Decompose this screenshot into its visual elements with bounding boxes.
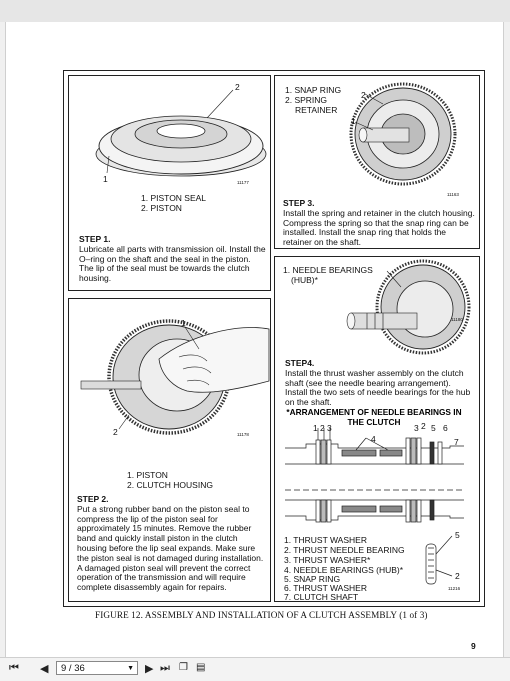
label-piston-seal: 1. PISTON SEAL bbox=[141, 193, 207, 203]
arrangement-callout-1: 1 bbox=[313, 423, 318, 433]
last-page-icon[interactable]: ⏭ bbox=[160, 662, 170, 674]
arrangement-callout-3: 3 bbox=[327, 423, 332, 433]
next-page-icon[interactable]: ▶ bbox=[145, 663, 154, 675]
viewer-toolbar bbox=[0, 657, 510, 681]
arrangement-callout-2: 2 bbox=[320, 423, 325, 433]
step-2 bbox=[77, 495, 267, 593]
step-1-title: STEP 1. bbox=[79, 234, 111, 244]
single-page-view-icon[interactable]: ▤ bbox=[196, 662, 206, 673]
arrangement-title: *ARRANGEMENT OF NEEDLE BEARINGS IN THE CLUTCH bbox=[286, 407, 462, 427]
page-number-field-value: 9 / 36 bbox=[61, 663, 85, 674]
callout-1: 1 bbox=[103, 174, 108, 184]
page-number: 9 bbox=[471, 641, 476, 651]
step-3 bbox=[283, 199, 477, 248]
callout-1: 1 bbox=[351, 116, 356, 126]
step-4-title: STEP4. bbox=[285, 358, 315, 368]
figure-ref-small: 11216 bbox=[448, 586, 461, 591]
label-snap-ring: 1. SNAP RING bbox=[285, 85, 342, 95]
page-number-field[interactable] bbox=[56, 661, 138, 675]
arrangement-callout-7: 7 bbox=[454, 437, 459, 447]
arrangement-callout-6: 6 bbox=[443, 423, 448, 433]
chevron-down-icon[interactable]: ▼ bbox=[127, 665, 134, 672]
figure-ref: 11178 bbox=[237, 432, 249, 437]
label-spring: 2. SPRING bbox=[285, 95, 328, 105]
label-piston: 2. PISTON bbox=[141, 203, 182, 213]
label-piston: 1. PISTON bbox=[127, 470, 168, 480]
parts-list-item-1: 1. THRUST WASHER bbox=[284, 535, 367, 545]
figure-caption: FIGURE 12. ASSEMBLY AND INSTALLATION OF A CLUTCH ASSEMBLY (1 of 3) bbox=[95, 610, 428, 620]
first-page-icon[interactable]: ⏮ bbox=[9, 662, 19, 674]
callout-1: 1 bbox=[181, 318, 186, 328]
step-2-text: Put a strong rubber band on the piston seal to compress the lip of the piston seal for approximately 15 minutes. Remove the rubber band and quickly install piston in the clutch housing before the lip seal expands. Make sure the piston seal is not damaged during installation. A damaged piston seal will prevent the correct operation of the transmission and will require complete disassembly again for repairs. bbox=[77, 503, 264, 593]
panel-step-2 bbox=[68, 298, 271, 602]
snap-ring-callout-5: 5 bbox=[455, 530, 460, 540]
callout-2: 2 bbox=[235, 82, 240, 92]
figure-ref: 11180 bbox=[451, 317, 463, 322]
two-page-view-icon[interactable]: ❐ bbox=[179, 662, 188, 673]
label-hub: (HUB)* bbox=[291, 275, 318, 285]
arrangement-callout-2b: 2 bbox=[421, 421, 426, 431]
parts-list-item-3: 3. THRUST WASHER* bbox=[284, 555, 371, 565]
arrangement-callout-5: 5 bbox=[431, 423, 436, 433]
previous-page-icon[interactable]: ◀ bbox=[40, 663, 49, 675]
step-1-text: Lubricate all parts with transmission oil. Install the O–ring on the shaft and the seal in the piston. The lip of the seal must be towards the clutch housing. bbox=[79, 243, 266, 284]
label-clutch-housing: 2. CLUTCH HOUSING bbox=[127, 480, 213, 490]
panel-step-1 bbox=[68, 75, 271, 291]
figure-ref: 11177 bbox=[237, 180, 249, 185]
step-2-title: STEP 2. bbox=[77, 494, 109, 504]
label-retainer: RETAINER bbox=[295, 105, 338, 115]
callout-2: 2 bbox=[361, 90, 366, 100]
parts-list-item-4: 4. NEEDLE BEARINGS (HUB)* bbox=[284, 565, 404, 575]
step-3-text: Install the spring and retainer in the clutch housing. Compress the spring so that the snap ring can be installed. Install the snap ring that holds the retainer on the shaft. bbox=[283, 207, 475, 248]
arrangement-callout-4: 4 bbox=[371, 434, 376, 444]
snap-ring-callout-2: 2 bbox=[455, 571, 460, 581]
step-1 bbox=[79, 235, 267, 284]
panel-step-3 bbox=[274, 75, 480, 249]
step-4-text: Install the thrust washer assembly on the clutch shaft (see the needle bearing arrangement). Install the two sets of needle bearings for the hub on the shaft. bbox=[285, 367, 471, 408]
step-4 bbox=[285, 359, 475, 408]
parts-list-item-5: 5. SNAP RING bbox=[284, 574, 341, 584]
parts-list-item-6: 6. THRUST WASHER bbox=[284, 583, 367, 593]
viewer-top-bar bbox=[0, 0, 510, 22]
step-3-title: STEP 3. bbox=[283, 198, 315, 208]
parts-list-item-7: 7. CLUTCH SHAFT bbox=[284, 592, 359, 602]
parts-list-item-2: 2. THRUST NEEDLE BEARING bbox=[284, 545, 405, 555]
label-needle-bearings: 1. NEEDLE BEARINGS bbox=[283, 265, 373, 275]
piston-seal-illustration bbox=[69, 76, 270, 194]
callout-2: 2 bbox=[113, 427, 118, 437]
arrangement-callout-3b: 3 bbox=[414, 423, 419, 433]
figure-ref: 11163 bbox=[447, 192, 459, 197]
